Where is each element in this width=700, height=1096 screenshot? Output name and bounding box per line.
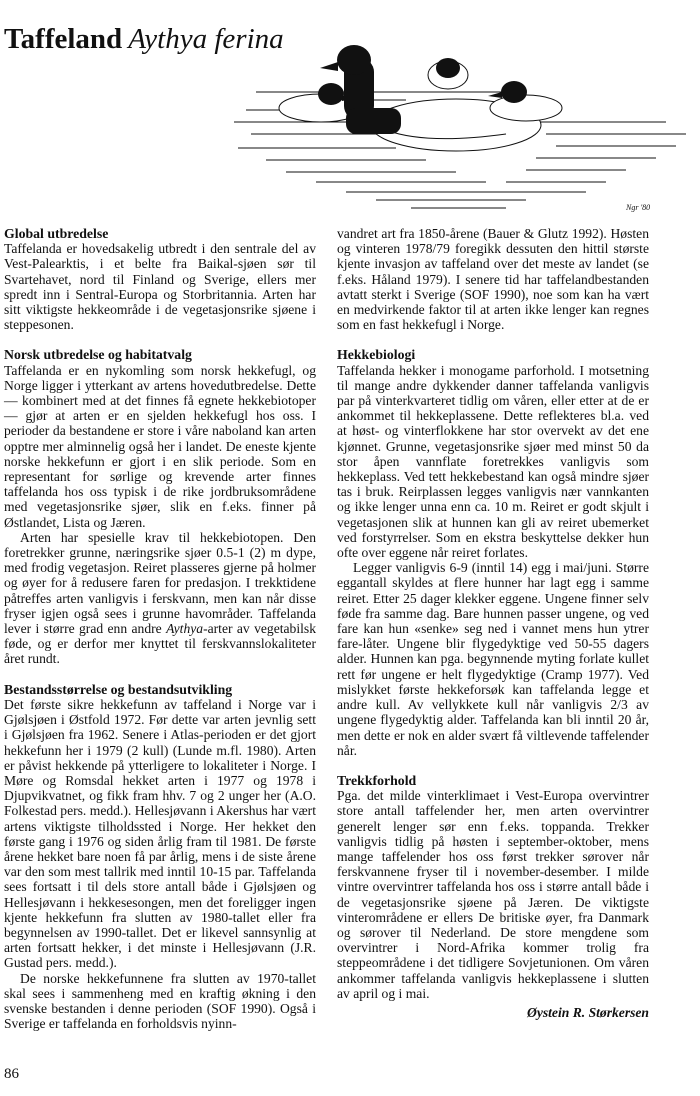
paragraph: Taffelanda er en nykomling som norsk hekkefugl, og Norge ligger i ytterkant av artens hovedutbredelse. Dette — kombinert med at det finnes få egnete hekkebiotoper — gjør at arten er en sjelden hekkefugl hos oss. I perioder da bestandene er store i våre naboland kan arten opptre mer alminnelig også her i landet. De eneste kjente norske hekkefunn er gjort i en slik periode. Som en representant for sørlige og krevende arter finnes taffelanda hos oss typisk i de rike jordbruksområdene med vegetasjonsrike sjøer, slik en f.eks. finner på Østlandet, Lista og Jæren. [4,362,316,530]
scientific-name: Aythya ferina [128,23,284,55]
paragraph: De norske hekkefunnene fra slutten av 1970-tallet skal sees i sammenheng med en kraftig økning i den svenske bestanden i denne perioden (SOF 1990). Også i Sverige er taffelanda en forholdsvis nyinn- [4,970,316,1032]
heading-bestand: Bestandsstørrelse og bestandsutvikling [4,681,233,697]
heading-norsk: Norsk utbredelse og habitatvalg [4,347,192,363]
author-signature: Øystein R. Størkersen [527,1004,649,1020]
right-column [337,226,649,1020]
paragraph: Taffelanda er hovedsakelig utbredt i den sentrale del av Vest-Palearktis, i et belte fra Baikal-sjøen sør til Svartehavet, nord til Finland og Sverige, ellers mer spredt inn i Sentral-Europa og Storbritannia. Arten har sitt viktigste hekkeområde i de vegetasjonsrike sjøene i steppesonen. [4,241,316,333]
duck-illustration [226,30,700,226]
heading-global: Global utbredelse [4,226,109,241]
heading-trekk: Trekkforhold [337,772,417,788]
paragraph: Det første sikre hekkefunn av taffeland i Norge var i Gjølsjøen i Østfold 1972. Før dette var arten jevnlig sett i Gjølsjøen fra 1962. Senere i Atlas-perioden er det gjort hekkefunn her i 1979 (2 kull) (Lunde m.fl. 1980). Arten er påvist hekkende på ytterligere to lokaliteter i Norge. I Møre og Romsdal hekket arten i 1977 og 1978 i Djupvikvatnet, og fikk fram hhv. 7 og 2 unger her (A.O. Folkestad pers. medd.). Hellesjøvann i Akershus har vært artens viktigste tilholdssted i Norge. Her hekket den første gang i 1976 og siden årlig fram til 1981. De første årene hekket bare noen få par årlig, mens i de siste årene var den som mest tallrik med inntil 10-15 par. Taffelanda sees fortsatt i til dels store antall både i Gjølsjøen og Hellesjøvann i hekkesesongen, men det foreligger ingen kjente hekkefunn fra slutten av 1980-tallet eller fra begynnelsen av 1990-tallet. Det er likevel sannsynlig at arten fortsatt hekker, i det minste i Hellesjøvann (J.R. Gustad pers. medd.). [4,696,316,971]
left-column [4,226,316,1031]
paragraph: Legger vanligvis 6-9 (inntil 14) egg i mai/juni. Større eggantall skyldes at flere hunner har lagt egg i samme reiret. Etter 25 dager klekker eggene. Ungene finner selv føde fra samme dag. Bare hunnen passer ungene, og ved fare kan hun «senke» seg ned i vannet mens hun ytrer fare-låter. Ungene blir flygedyktige ved 50-55 dagers alder. Hunnen kan pga. begynnende myting forlate kullet rett før ungene er helt flygedyktige (Cramp 1977). Ved mislykket første hekkeforsøk kan taffelanda legge et andre kull. Av vellykkete kull når vanligvis 2/3 av ungene flygedyktig alder. Taffelanda kan bli inntil 20 år, men dette er nok en alder svært få viltlevende taffelender når. [337,560,649,758]
paragraph: Arten har spesielle krav til hekkebiotopen. Den foretrekker grunne, næringsrike sjøer 0.5-1 (2) m dype, med frodig vegetasjon. Reiret plasseres gjerne på holmer og øyer for å redusere faren for predasjon. I trekktidene påtreffes arten vanligvis i ferskvann, men kan når disse fryser igjen også sees i grunne havområder. Taffelanda lever i større grad enn andre Aythya-arter av vegetabilsk føde, og er derfor mer knyttet til ferskvannslokaliteter året rundt. [4,529,316,667]
paragraph: vandret art fra 1850-årene (Bauer & Glutz 1992). Høsten og vinteren 1978/79 foregikk dessuten den hittil største kjente invasjon av taffeland over det meste av landet (se f.eks. Håland 1979). I senere tid har taffelandbestanden avtatt sterkt i Sverige (SOF 1990), noe som kan ha vært en medvirkende faktor til at arten ikke lenger kan regnes som en fast hekkefugl i Norge. [337,226,649,333]
paragraph: Taffelanda hekker i monogame parforhold. I motsetning til mange andre dykkender danner taffelanda vanligvis par på vinterkvarteret tidlig om våren, eller etter at de er ankommet til hekkeplassene. Dette reflekteres bl.a. ved at høst- og vinterflokkene har stor overvekt av det ene kjønnet. Grunne, vegetasjonsrike sjøer med minst 50 da stor åpen vannflate foretrekkes vanligvis som hekkeplass. Ved tett hekkebestand kan også mindre sjøer tas i bruk. Reirplassen legges vanligvis nær vannkanten og ikke lenger unna enn ca. 10 m. Reiret er godt skjult i vegetasjonen slik at hunnen kan gli av reiret ubemerket ved forstyrrelser. Som en ekstra beskyttelse dekker hun ofte over eggene når reiret forlates. [337,362,649,561]
heading-hekkebiologi: Hekkebiologi [337,347,416,363]
svg-text:Ngr '80: Ngr '80 [626,203,651,212]
page-number: 86 [4,1066,19,1082]
species-name: Taffeland [4,23,123,55]
paragraph: Pga. det milde vinterklimaet i Vest-Europa overvintrer store antall taffelender her, men arten overvintrer generelt lenger sør enn f.eks. toppanda. Trekker vanligvis tidlig på høsten i september-oktober, mens mange taffelender hos oss først trekker sørover når ferskvannene fryser til i november-desember. I milde vintre overvintrer taffelanda hos oss i større antall både i de vegetasjonsrike sjøene på Jæren. De viktigste vinterområdene er ellers De britiske øyer, fra Danmark og sørover til Nederland. De store mengdene som overvintrer i Nord-Afrika kommer trolig fra steppeområdene i det tidligere Sovjetunionen. Om våren ankommer taffelanda vanligvis hekkeplassene i slutten av april og i mai. [337,788,649,1001]
